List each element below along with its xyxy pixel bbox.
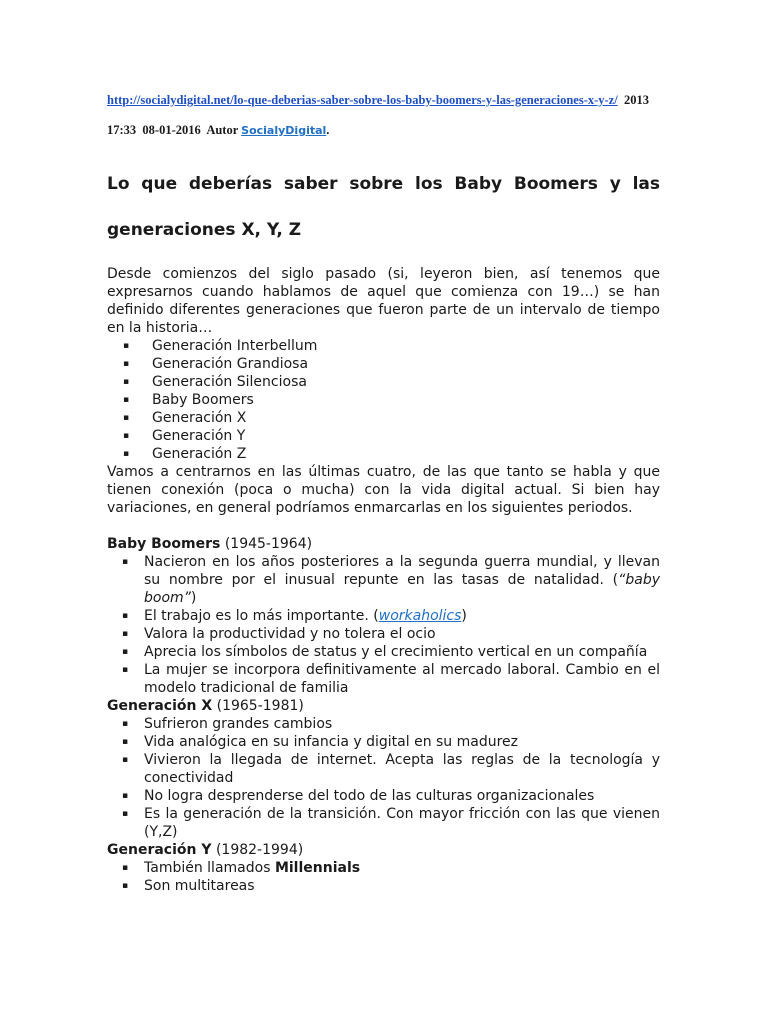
section-heading-gen-x <box>107 697 660 715</box>
list-item: ▪ No logra desprenderse del todo de las culturas organizacionales <box>122 788 595 804</box>
section-heading-baby-boomers <box>107 535 660 553</box>
section-years: (1982-1994) <box>215 842 304 858</box>
list-item: ▪ Son multitareas <box>122 878 255 894</box>
square-bullet-icon: ▪ <box>123 359 130 369</box>
square-bullet-icon: ▪ <box>122 737 129 747</box>
author-label: Autor <box>206 123 239 137</box>
list-item: ▪ Baby Boomers <box>123 392 254 408</box>
square-bullet-icon: ▪ <box>123 449 130 459</box>
section-name: Baby Boomers <box>107 536 221 552</box>
square-bullet-icon: ▪ <box>122 809 129 819</box>
square-bullet-icon: ▪ <box>122 881 129 891</box>
publish-date: 08-01-2016 <box>142 123 201 137</box>
millennials-term: Millennials <box>274 860 361 876</box>
focus-paragraph: Vamos a centrarnos en las últimas cuatro, de las que tanto se habla y que tienen conexión (poca o mucha) con la vida digital actual. Si bien hay variaciones, en general podríamos enmarcarlas en los siguientes periodos. <box>107 464 660 516</box>
meta-line <box>107 122 660 139</box>
square-bullet-icon: ▪ <box>122 755 129 765</box>
list-item: ▪ Valora la productividad y no tolera el ocio <box>122 626 436 642</box>
list-item: ▪ Generación Grandiosa <box>123 356 309 372</box>
list-item: ▪ Aprecia los símbolos de status y el crecimiento vertical en un compañía <box>122 644 648 660</box>
list-item: ▪ Generación Interbellum <box>123 338 318 354</box>
list-item: ▪ Generación Y <box>123 428 246 444</box>
section-name: Generación Y <box>107 842 212 858</box>
square-bullet-icon: ▪ <box>122 611 129 621</box>
list-item: ▪ Sufrieron grandes cambios <box>122 716 333 732</box>
section-name: Generación X <box>107 698 213 714</box>
list-item: ▪ Generación Silenciosa <box>123 374 307 390</box>
author-suffix: . <box>326 123 330 137</box>
author-link[interactable]: SocialyDigital <box>241 124 327 137</box>
section-years: (1945-1964) <box>224 536 313 552</box>
document-page <box>107 92 660 895</box>
square-bullet-icon: ▪ <box>123 395 130 405</box>
list-item: ▪ También llamados Millennials <box>122 860 361 876</box>
source-url-link[interactable]: http://socialydigital.net/lo-que-deberias-saber-sobre-los-baby-boomers-y-las-generaciones-x-y-z/ <box>107 93 618 107</box>
square-bullet-icon: ▪ <box>123 377 130 387</box>
square-bullet-icon: ▪ <box>123 341 130 351</box>
baby-boom-term: “baby boom” <box>144 572 660 606</box>
list-item: ▪ El trabajo es lo más importante. (workaholics) <box>122 608 467 624</box>
square-bullet-icon: ▪ <box>122 863 129 873</box>
list-item: ▪ Generación X <box>123 410 247 426</box>
publish-time: 17:33 <box>107 123 137 137</box>
gen-x-list <box>107 715 660 841</box>
generations-list <box>107 337 660 463</box>
source-line <box>107 92 660 108</box>
square-bullet-icon: ▪ <box>122 719 129 729</box>
gen-y-list <box>107 859 660 895</box>
section-years: (1965-1981) <box>216 698 304 714</box>
square-bullet-icon: ▪ <box>122 791 129 801</box>
list-item: ▪ Generación Z <box>123 446 247 462</box>
article-title: Lo que deberías saber sobre los Baby Boomers y las generaciones X, Y, Z <box>107 174 660 240</box>
square-bullet-icon: ▪ <box>122 665 129 675</box>
list-item: ▪ Vida analógica en su infancia y digital en su madurez <box>122 734 519 750</box>
baby-boomers-list <box>107 553 660 697</box>
list-item: ▪ La mujer se incorpora definitivamente al mercado laboral. Cambio en el modelo tradicional de familia <box>122 662 660 696</box>
square-bullet-icon: ▪ <box>123 431 130 441</box>
square-bullet-icon: ▪ <box>122 647 129 657</box>
intro-paragraph: Desde comienzos del siglo pasado (si, leyeron bien, así tenemos que expresarnos cuando hablamos de aquel que comienza con 19…) se han definido diferentes generaciones que fueron parte de un intervalo de tiempo en la historia… <box>107 266 660 336</box>
source-year: 2013 <box>623 93 649 107</box>
square-bullet-icon: ▪ <box>122 557 129 567</box>
list-item: ▪ Vivieron la llegada de internet. Acepta las reglas de la tecnología y conectividad <box>122 752 660 786</box>
square-bullet-icon: ▪ <box>122 629 129 639</box>
workaholics-link[interactable]: workaholics <box>378 608 462 624</box>
square-bullet-icon: ▪ <box>123 413 130 423</box>
list-item: ▪ Es la generación de la transición. Con mayor fricción con las que vienen (Y,Z) <box>122 806 660 840</box>
section-heading-gen-y <box>107 841 660 859</box>
list-item: ▪ Nacieron en los años posteriores a la segunda guerra mundial, y llevan su nombre por el inusual repunte en las tasas de natalidad. (“baby boom”) <box>122 554 660 606</box>
spacer <box>107 517 660 535</box>
